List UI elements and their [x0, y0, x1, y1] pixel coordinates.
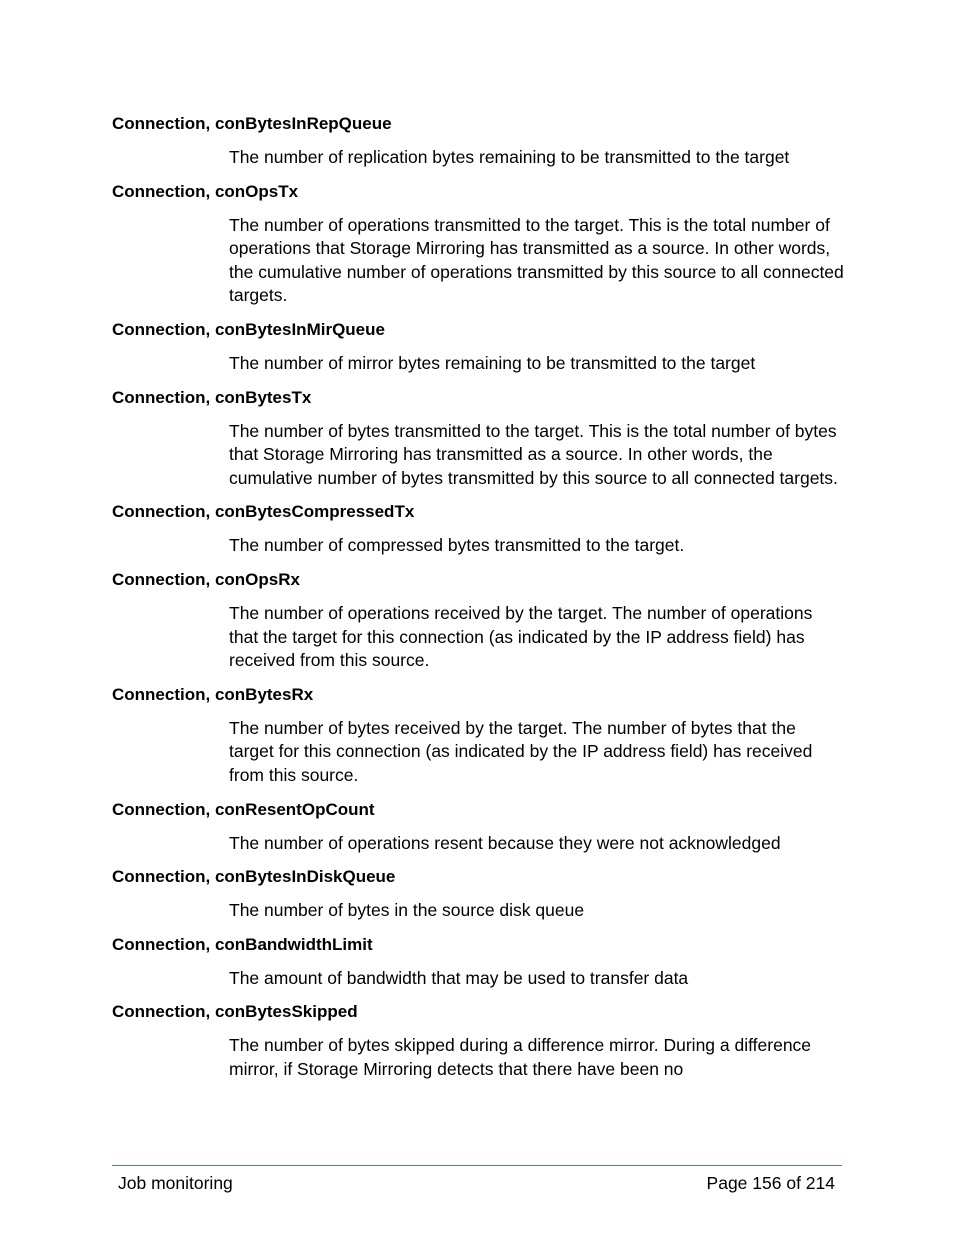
entry-description: The number of bytes skipped during a difference mirror. During a difference mirror, if Storage Mirroring detects that there have been no	[229, 1035, 812, 1079]
entry-conbytesskipped	[112, 1000, 844, 1081]
entry-conbytestx	[112, 386, 844, 491]
entry-term: Connection, conBandwidthLimit	[112, 934, 373, 954]
footer-divider	[112, 1165, 842, 1166]
entry-term: Connection, conBytesInMirQueue	[112, 319, 385, 339]
footer-section-title: Job monitoring	[118, 1173, 233, 1193]
footer-page-number: Page 156 of 214	[706, 1173, 835, 1193]
entry-description: The number of bytes in the source disk queue	[229, 900, 585, 921]
entry-description: The number of bytes received by the target. The number of bytes that the target for this connection (as indicated by the IP address field) has received from this source.	[229, 717, 813, 785]
entry-description: The number of operations resent because they were not acknowledged	[229, 832, 781, 853]
entry-description: The number of compressed bytes transmitted to the target.	[229, 535, 685, 556]
entry-term: Connection, conBytesTx	[112, 387, 312, 407]
entry-description: The amount of bandwidth that may be used to transfer data	[229, 967, 689, 988]
entry-conresentopcount	[112, 798, 844, 856]
entry-conbytesrx	[112, 683, 844, 788]
entry-description: The number of mirror bytes remaining to be transmitted to the target	[229, 352, 756, 373]
entry-term: Connection, conBytesRx	[112, 684, 314, 704]
entry-term: Connection, conBytesInRepQueue	[112, 114, 392, 133]
entry-description: The number of operations transmitted to the target. This is the total number of operations that Storage Mirroring has transmitted as a source. In other words, the cumulative number of operations transmitted by this source to all connected targets.	[229, 214, 844, 306]
entry-conbytesinrepqueue	[112, 112, 844, 170]
entry-description: The number of operations received by the target. The number of operations that the target for this connection (as indicated by the IP address field) has received from this source.	[229, 602, 813, 671]
document-body	[112, 112, 844, 1091]
entry-conbytesindiskqueue	[112, 865, 844, 923]
entry-conopstx	[112, 180, 844, 308]
entry-description: The number of replication bytes remaining to be transmitted to the target	[229, 147, 790, 167]
entry-term: Connection, conBytesSkipped	[112, 1002, 358, 1022]
entry-term: Connection, conBytesInDiskQueue	[112, 867, 396, 887]
entry-description: The number of bytes transmitted to the target. This is the total number of bytes that Storage Mirroring has transmitted as a source. In other words, the cumulative number of bytes transmitted by this source to all connected targets.	[229, 420, 838, 488]
entry-conbytesinmirqueue	[112, 318, 844, 376]
entry-term: Connection, conBytesCompressedTx	[112, 502, 415, 522]
entry-conopsrx	[112, 568, 844, 673]
entry-term: Connection, conResentOpCount	[112, 799, 375, 819]
entry-conbytescompressedtx	[112, 500, 844, 558]
entry-conbandwidthlimit	[112, 933, 844, 991]
entry-term: Connection, conOpsRx	[112, 569, 300, 589]
entry-term: Connection, conOpsTx	[112, 181, 299, 201]
